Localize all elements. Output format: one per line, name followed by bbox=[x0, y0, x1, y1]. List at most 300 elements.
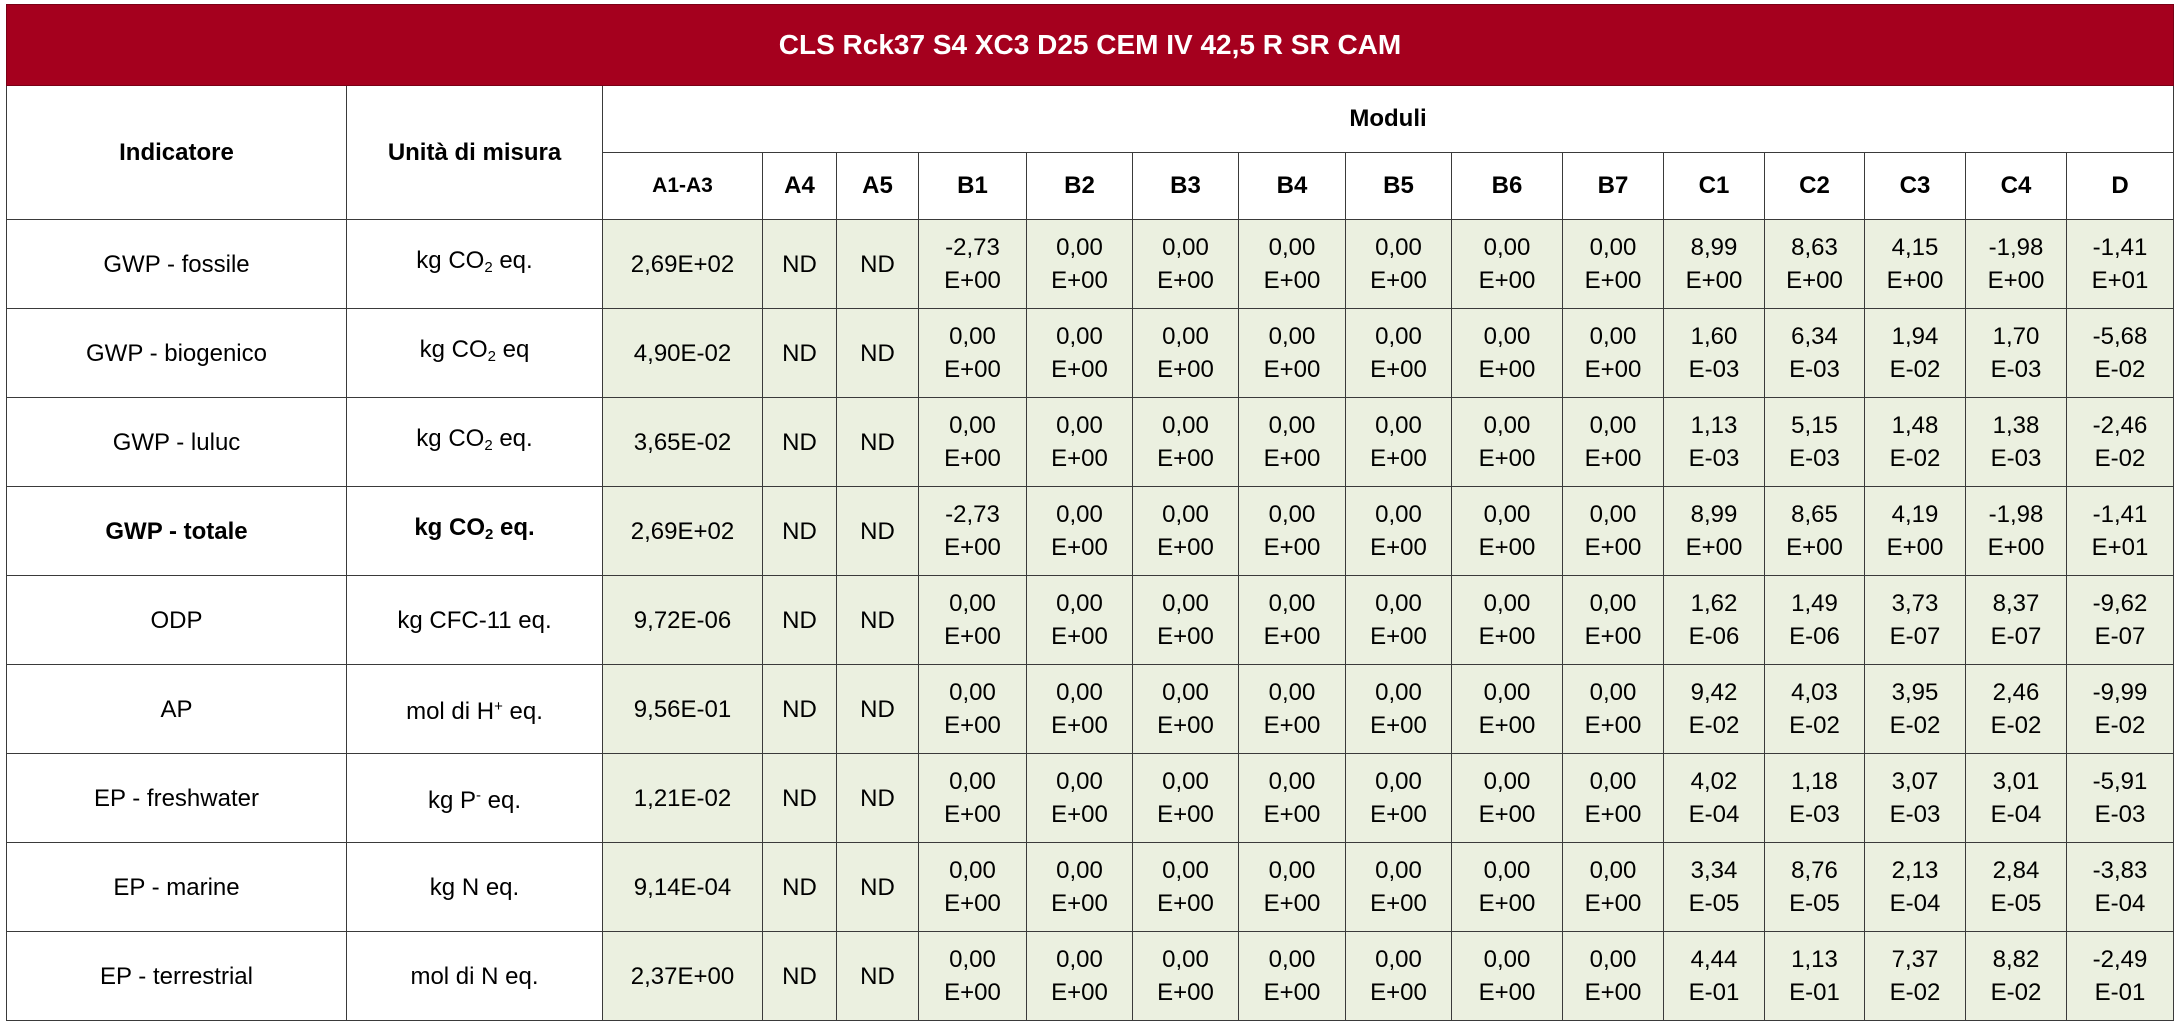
value-cell bbox=[1133, 309, 1239, 398]
modules-header: Moduli bbox=[603, 86, 2174, 153]
module-header-b4: B4 bbox=[1239, 153, 1346, 220]
value-cell bbox=[1865, 398, 1966, 487]
unit-subscript: 2 bbox=[485, 526, 494, 543]
value-cell bbox=[1239, 754, 1346, 843]
table-body bbox=[7, 220, 2174, 1021]
value-mantissa: 0,00 bbox=[1375, 501, 1422, 528]
value-exponent: E+00 bbox=[1157, 890, 1214, 917]
value-cell bbox=[1452, 309, 1563, 398]
value-cell bbox=[919, 309, 1027, 398]
value-mantissa: 9,14E-04 bbox=[633, 873, 732, 901]
value-exponent: E-02 bbox=[1990, 979, 2042, 1006]
value-exponent: E+00 bbox=[1478, 445, 1536, 472]
value-mantissa: ND bbox=[860, 962, 895, 990]
value-cell bbox=[1239, 487, 1346, 576]
value-cell bbox=[603, 398, 763, 487]
value-exponent: E-02 bbox=[2094, 712, 2146, 739]
indicator-cell: GWP - fossile bbox=[7, 220, 347, 309]
unit-text: kg CFC-11 eq. bbox=[397, 606, 552, 634]
indicator-cell: GWP - totale bbox=[7, 487, 347, 576]
value-mantissa: 0,00 bbox=[1056, 768, 1103, 795]
value-cell bbox=[1664, 487, 1765, 576]
table-row bbox=[7, 398, 2174, 487]
value-cell bbox=[1346, 754, 1452, 843]
value-exponent: E+00 bbox=[1370, 534, 1427, 561]
value-exponent: E+00 bbox=[1263, 712, 1321, 739]
value-cell bbox=[763, 754, 837, 843]
value-mantissa: 7,37 bbox=[1891, 946, 1939, 973]
value-mantissa: ND bbox=[782, 606, 817, 634]
value-mantissa: 2,13 bbox=[1891, 857, 1939, 884]
value-cell bbox=[837, 487, 919, 576]
unit-text: kg N eq. bbox=[429, 873, 520, 901]
value-cell bbox=[1966, 932, 2067, 1021]
value-mantissa: 5,15 bbox=[1791, 412, 1838, 439]
value-exponent: E+00 bbox=[1478, 801, 1536, 828]
value-mantissa: ND bbox=[860, 428, 895, 456]
value-mantissa: 0,00 bbox=[1268, 501, 1316, 528]
value-cell bbox=[1563, 487, 1664, 576]
value-mantissa: 0,00 bbox=[949, 946, 996, 973]
value-cell bbox=[1664, 754, 1765, 843]
value-exponent: E-02 bbox=[1889, 356, 1941, 383]
value-mantissa: 0,00 bbox=[1162, 946, 1209, 973]
value-mantissa: 8,37 bbox=[1992, 590, 2040, 617]
module-header-a1-a3: A1-A3 bbox=[603, 153, 763, 220]
table-row bbox=[7, 487, 2174, 576]
value-cell bbox=[1133, 754, 1239, 843]
value-cell bbox=[763, 487, 837, 576]
value-exponent: E+00 bbox=[1051, 445, 1108, 472]
value-mantissa: ND bbox=[860, 695, 895, 723]
value-cell bbox=[1563, 932, 1664, 1021]
value-exponent: E+00 bbox=[1051, 801, 1108, 828]
value-cell bbox=[919, 487, 1027, 576]
value-mantissa: -1,41 bbox=[2092, 501, 2148, 528]
value-cell bbox=[763, 398, 837, 487]
value-exponent: E+00 bbox=[944, 801, 1001, 828]
value-cell bbox=[1133, 932, 1239, 1021]
value-cell bbox=[1664, 309, 1765, 398]
value-mantissa: -1,98 bbox=[1988, 234, 2044, 261]
value-cell bbox=[2067, 220, 2174, 309]
value-cell bbox=[1452, 843, 1563, 932]
value-cell bbox=[603, 843, 763, 932]
table-row bbox=[7, 309, 2174, 398]
value-mantissa: 0,00 bbox=[1268, 946, 1316, 973]
value-cell bbox=[1346, 309, 1452, 398]
value-mantissa: 0,00 bbox=[1056, 412, 1103, 439]
unit-subscript: 2 bbox=[484, 259, 493, 276]
value-exponent: E-07 bbox=[1889, 623, 1941, 650]
value-mantissa: 0,00 bbox=[1162, 234, 1209, 261]
value-cell bbox=[1865, 754, 1966, 843]
value-exponent: E-01 bbox=[1688, 979, 1740, 1006]
unit-cell bbox=[347, 932, 603, 1021]
value-cell bbox=[1133, 220, 1239, 309]
indicator-cell: GWP - biogenico bbox=[7, 309, 347, 398]
value-cell bbox=[1027, 754, 1133, 843]
indicator-cell: EP - marine bbox=[7, 843, 347, 932]
value-mantissa: 0,00 bbox=[1375, 590, 1422, 617]
value-mantissa: ND bbox=[860, 339, 895, 367]
value-mantissa: 0,00 bbox=[1375, 768, 1422, 795]
unit-text: kg CO bbox=[414, 514, 485, 541]
value-cell bbox=[763, 576, 837, 665]
value-cell bbox=[603, 932, 763, 1021]
value-cell bbox=[1346, 398, 1452, 487]
unit-header: Unità di misura bbox=[347, 86, 603, 220]
value-exponent: E-02 bbox=[2094, 356, 2146, 383]
unit-text: mol di N eq. bbox=[410, 962, 539, 990]
unit-cell bbox=[347, 309, 603, 398]
value-mantissa: 1,18 bbox=[1791, 768, 1838, 795]
value-exponent: E+00 bbox=[944, 979, 1001, 1006]
value-cell bbox=[1346, 220, 1452, 309]
value-exponent: E+00 bbox=[1584, 890, 1642, 917]
module-header-c3: C3 bbox=[1865, 153, 1966, 220]
indicator-cell: EP - freshwater bbox=[7, 754, 347, 843]
value-cell bbox=[1966, 487, 2067, 576]
value-exponent: E+00 bbox=[1786, 534, 1843, 561]
value-exponent: E+00 bbox=[1157, 712, 1214, 739]
value-mantissa: 0,00 bbox=[1056, 590, 1103, 617]
value-mantissa: 0,00 bbox=[1483, 768, 1531, 795]
value-mantissa: 0,00 bbox=[1483, 857, 1531, 884]
value-mantissa: 2,84 bbox=[1992, 857, 2040, 884]
value-cell bbox=[837, 309, 919, 398]
table-title: CLS Rck37 S4 XC3 D25 CEM IV 42,5 R SR CAM bbox=[7, 5, 2174, 86]
value-cell bbox=[919, 398, 1027, 487]
value-mantissa: 0,00 bbox=[1483, 412, 1531, 439]
module-header-c2: C2 bbox=[1765, 153, 1865, 220]
value-cell bbox=[1966, 220, 2067, 309]
table-row bbox=[7, 754, 2174, 843]
value-mantissa: ND bbox=[782, 250, 817, 278]
value-exponent: E+00 bbox=[1051, 712, 1108, 739]
value-exponent: E+00 bbox=[1370, 801, 1427, 828]
value-cell bbox=[1865, 309, 1966, 398]
value-mantissa: -2,49 bbox=[2092, 946, 2148, 973]
value-exponent: E+00 bbox=[944, 356, 1001, 383]
value-exponent: E+00 bbox=[944, 445, 1001, 472]
value-exponent: E+00 bbox=[1478, 356, 1536, 383]
value-cell bbox=[1452, 932, 1563, 1021]
value-exponent: E+00 bbox=[1157, 356, 1214, 383]
value-mantissa: 0,00 bbox=[1589, 679, 1637, 706]
value-mantissa: 0,00 bbox=[949, 768, 996, 795]
value-mantissa: 4,02 bbox=[1690, 768, 1738, 795]
value-cell bbox=[919, 665, 1027, 754]
value-cell bbox=[1346, 932, 1452, 1021]
value-cell bbox=[1346, 576, 1452, 665]
table-row bbox=[7, 932, 2174, 1021]
value-cell bbox=[763, 843, 837, 932]
module-header-b7: B7 bbox=[1563, 153, 1664, 220]
value-exponent: E+00 bbox=[1478, 979, 1536, 1006]
value-exponent: E+00 bbox=[1478, 623, 1536, 650]
value-exponent: E+00 bbox=[1370, 623, 1427, 650]
value-exponent: E-02 bbox=[1688, 712, 1740, 739]
value-mantissa: 0,00 bbox=[1056, 946, 1103, 973]
value-mantissa: 0,00 bbox=[1589, 946, 1637, 973]
value-exponent: E+00 bbox=[1263, 979, 1321, 1006]
value-exponent: E+00 bbox=[1584, 801, 1642, 828]
value-cell bbox=[1027, 398, 1133, 487]
value-mantissa: 0,00 bbox=[1162, 501, 1209, 528]
value-exponent: E-05 bbox=[1990, 890, 2042, 917]
value-mantissa: 4,03 bbox=[1791, 679, 1838, 706]
value-mantissa: 0,00 bbox=[1056, 234, 1103, 261]
module-header-b3: B3 bbox=[1133, 153, 1239, 220]
table-row bbox=[7, 576, 2174, 665]
value-mantissa: 0,00 bbox=[1268, 768, 1316, 795]
value-mantissa: 0,00 bbox=[949, 412, 996, 439]
value-exponent: E+00 bbox=[1051, 890, 1108, 917]
value-mantissa: 1,62 bbox=[1690, 590, 1738, 617]
unit-text: kg CO bbox=[416, 247, 485, 274]
value-exponent: E+00 bbox=[1157, 979, 1214, 1006]
value-cell bbox=[1966, 576, 2067, 665]
indicator-cell: GWP - luluc bbox=[7, 398, 347, 487]
value-mantissa: -9,62 bbox=[2092, 590, 2148, 617]
value-exponent: E-04 bbox=[1688, 801, 1740, 828]
value-cell bbox=[1865, 843, 1966, 932]
value-mantissa: -1,41 bbox=[2092, 234, 2148, 261]
value-mantissa: ND bbox=[782, 517, 817, 545]
value-exponent: E+00 bbox=[1157, 801, 1214, 828]
value-mantissa: 0,00 bbox=[1162, 323, 1209, 350]
value-exponent: E+00 bbox=[1263, 801, 1321, 828]
value-exponent: E+00 bbox=[1263, 445, 1321, 472]
unit-cell bbox=[347, 665, 603, 754]
value-mantissa: 0,00 bbox=[1056, 857, 1103, 884]
value-cell bbox=[1027, 843, 1133, 932]
unit-cell bbox=[347, 754, 603, 843]
value-cell bbox=[1239, 843, 1346, 932]
value-mantissa: 1,60 bbox=[1690, 323, 1738, 350]
value-mantissa: 1,13 bbox=[1791, 946, 1838, 973]
value-mantissa: 0,00 bbox=[1056, 501, 1103, 528]
value-cell bbox=[1966, 665, 2067, 754]
module-header-c1: C1 bbox=[1664, 153, 1765, 220]
value-mantissa: 0,00 bbox=[1589, 234, 1637, 261]
value-exponent: E+00 bbox=[1685, 267, 1743, 294]
value-exponent: E+00 bbox=[1263, 267, 1321, 294]
value-mantissa: 0,00 bbox=[1483, 590, 1531, 617]
value-exponent: E-02 bbox=[1889, 712, 1941, 739]
value-cell bbox=[1239, 932, 1346, 1021]
value-exponent: E+00 bbox=[944, 623, 1001, 650]
value-mantissa: 0,00 bbox=[1589, 590, 1637, 617]
value-cell bbox=[603, 487, 763, 576]
value-cell bbox=[1133, 665, 1239, 754]
value-cell bbox=[763, 665, 837, 754]
value-mantissa: 1,49 bbox=[1791, 590, 1838, 617]
value-cell bbox=[2067, 309, 2174, 398]
value-cell bbox=[1346, 843, 1452, 932]
value-mantissa: 8,82 bbox=[1992, 946, 2040, 973]
epd-results-sheet bbox=[6, 4, 2174, 1021]
value-cell bbox=[2067, 932, 2174, 1021]
value-cell bbox=[1563, 576, 1664, 665]
value-exponent: E-05 bbox=[1688, 890, 1740, 917]
value-mantissa: 0,00 bbox=[1056, 323, 1103, 350]
value-mantissa: 9,42 bbox=[1690, 679, 1738, 706]
value-exponent: E-01 bbox=[1789, 979, 1840, 1006]
value-cell bbox=[1563, 309, 1664, 398]
value-cell bbox=[1664, 220, 1765, 309]
value-cell bbox=[1765, 487, 1865, 576]
value-mantissa: -2,73 bbox=[945, 234, 1000, 261]
value-exponent: E+00 bbox=[1051, 267, 1108, 294]
value-mantissa: ND bbox=[860, 250, 895, 278]
value-cell bbox=[1452, 665, 1563, 754]
value-cell bbox=[1239, 576, 1346, 665]
value-exponent: E+00 bbox=[1051, 623, 1108, 650]
value-exponent: E+00 bbox=[1051, 356, 1108, 383]
value-mantissa: 0,00 bbox=[1589, 412, 1637, 439]
value-cell bbox=[1664, 576, 1765, 665]
value-mantissa: 1,70 bbox=[1992, 323, 2040, 350]
value-exponent: E+00 bbox=[1478, 712, 1536, 739]
value-cell bbox=[1765, 576, 1865, 665]
value-cell bbox=[1452, 754, 1563, 843]
value-exponent: E+00 bbox=[1263, 623, 1321, 650]
value-cell bbox=[1239, 398, 1346, 487]
value-mantissa: 3,65E-02 bbox=[633, 428, 732, 456]
value-mantissa: ND bbox=[860, 873, 895, 901]
module-header-a4: A4 bbox=[763, 153, 837, 220]
value-exponent: E+00 bbox=[1370, 979, 1427, 1006]
unit-cell bbox=[347, 487, 603, 576]
value-cell bbox=[1027, 220, 1133, 309]
value-exponent: E+00 bbox=[1987, 534, 2045, 561]
value-mantissa: 0,00 bbox=[1268, 590, 1316, 617]
value-exponent: E+00 bbox=[1157, 445, 1214, 472]
value-mantissa: 0,00 bbox=[1375, 679, 1422, 706]
value-mantissa: 0,00 bbox=[1056, 679, 1103, 706]
value-mantissa: 0,00 bbox=[1268, 857, 1316, 884]
value-mantissa: 2,69E+02 bbox=[630, 517, 735, 545]
value-exponent: E+00 bbox=[1370, 445, 1427, 472]
value-exponent: E+00 bbox=[1051, 534, 1108, 561]
value-cell bbox=[1563, 220, 1664, 309]
unit-text: mol di H bbox=[406, 698, 495, 725]
value-mantissa: -9,99 bbox=[2092, 679, 2148, 706]
indicator-cell: EP - terrestrial bbox=[7, 932, 347, 1021]
value-exponent: E+00 bbox=[944, 712, 1001, 739]
unit-cell bbox=[347, 576, 603, 665]
value-mantissa: ND bbox=[782, 428, 817, 456]
value-mantissa: 3,07 bbox=[1891, 768, 1939, 795]
value-mantissa: 8,99 bbox=[1690, 234, 1738, 261]
value-mantissa: 0,00 bbox=[1589, 768, 1637, 795]
value-mantissa: 0,00 bbox=[1162, 590, 1209, 617]
value-cell bbox=[2067, 754, 2174, 843]
value-mantissa: 9,56E-01 bbox=[633, 695, 732, 723]
module-header-b6: B6 bbox=[1452, 153, 1563, 220]
value-mantissa: ND bbox=[860, 606, 895, 634]
value-cell bbox=[1452, 576, 1563, 665]
value-mantissa: 0,00 bbox=[1375, 857, 1422, 884]
value-mantissa: 0,00 bbox=[1375, 946, 1422, 973]
value-exponent: E+00 bbox=[1478, 267, 1536, 294]
value-mantissa: 0,00 bbox=[1483, 679, 1531, 706]
value-exponent: E+00 bbox=[1263, 356, 1321, 383]
value-cell bbox=[1452, 220, 1563, 309]
value-exponent: E-03 bbox=[1688, 356, 1740, 383]
value-mantissa: 0,00 bbox=[1483, 501, 1531, 528]
value-mantissa: ND bbox=[860, 517, 895, 545]
value-cell bbox=[1452, 487, 1563, 576]
value-mantissa: 3,34 bbox=[1690, 857, 1738, 884]
value-exponent: E-07 bbox=[1990, 623, 2042, 650]
value-cell bbox=[1966, 309, 2067, 398]
unit-suffix: eq bbox=[495, 336, 530, 363]
value-mantissa: 8,63 bbox=[1791, 234, 1838, 261]
value-mantissa: 0,00 bbox=[1589, 501, 1637, 528]
value-mantissa: 0,00 bbox=[1589, 857, 1637, 884]
value-cell bbox=[1133, 576, 1239, 665]
value-mantissa: 2,69E+02 bbox=[630, 250, 735, 278]
value-cell bbox=[1027, 665, 1133, 754]
value-exponent: E-03 bbox=[2094, 801, 2146, 828]
value-cell bbox=[1765, 843, 1865, 932]
value-mantissa: 0,00 bbox=[949, 323, 996, 350]
unit-text: kg CO bbox=[416, 425, 485, 452]
value-mantissa: 0,00 bbox=[1375, 323, 1422, 350]
value-cell bbox=[603, 754, 763, 843]
table-row bbox=[7, 843, 2174, 932]
unit-text: kg P bbox=[427, 787, 476, 814]
modules-header-row bbox=[7, 86, 2174, 153]
value-exponent: E-03 bbox=[1789, 356, 1840, 383]
value-exponent: E+00 bbox=[1584, 534, 1642, 561]
value-cell bbox=[603, 220, 763, 309]
unit-cell bbox=[347, 220, 603, 309]
value-cell bbox=[837, 398, 919, 487]
value-cell bbox=[919, 754, 1027, 843]
value-mantissa: 3,95 bbox=[1891, 679, 1939, 706]
value-exponent: E-05 bbox=[1789, 890, 1840, 917]
value-mantissa: 0,00 bbox=[1268, 234, 1316, 261]
value-exponent: E+00 bbox=[1786, 267, 1843, 294]
value-mantissa: 0,00 bbox=[949, 590, 996, 617]
value-mantissa: 3,01 bbox=[1992, 768, 2040, 795]
value-cell bbox=[603, 576, 763, 665]
value-mantissa: 4,90E-02 bbox=[633, 339, 732, 367]
value-mantissa: 0,00 bbox=[1483, 323, 1531, 350]
value-cell bbox=[603, 309, 763, 398]
value-cell bbox=[837, 754, 919, 843]
value-exponent: E+00 bbox=[1886, 534, 1944, 561]
value-exponent: E+00 bbox=[1584, 356, 1642, 383]
value-mantissa: -2,73 bbox=[945, 501, 1000, 528]
value-cell bbox=[2067, 576, 2174, 665]
value-exponent: E-01 bbox=[2094, 979, 2146, 1006]
unit-superscript: - bbox=[476, 787, 481, 804]
value-exponent: E-03 bbox=[1990, 356, 2042, 383]
value-mantissa: 0,00 bbox=[1589, 323, 1637, 350]
value-exponent: E+00 bbox=[1478, 534, 1536, 561]
unit-subscript: 2 bbox=[484, 437, 493, 454]
value-exponent: E-02 bbox=[1990, 712, 2042, 739]
value-exponent: E+00 bbox=[1051, 979, 1108, 1006]
value-exponent: E-03 bbox=[1688, 445, 1740, 472]
value-cell bbox=[837, 220, 919, 309]
value-cell bbox=[1133, 487, 1239, 576]
